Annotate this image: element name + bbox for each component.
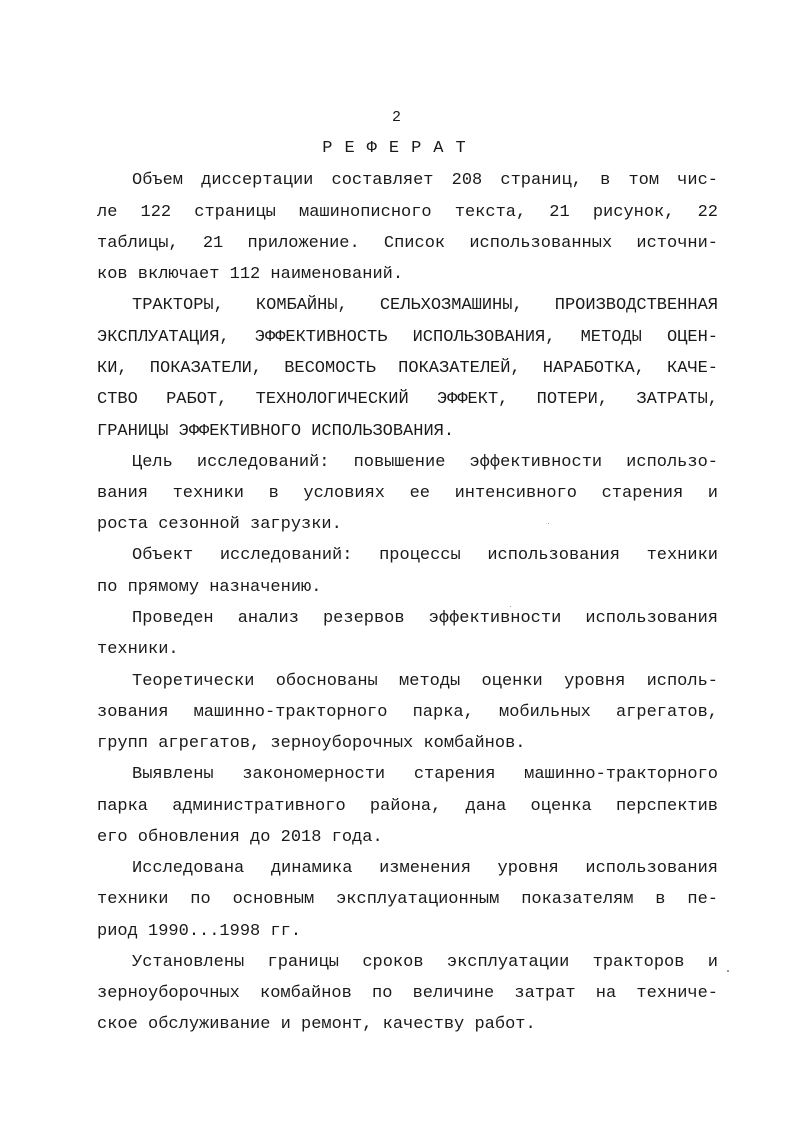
paragraph-line: ле 122 страницы машинописного текста, 21 рисунок, 22 bbox=[97, 203, 718, 222]
paragraph-line: ЭКСПЛУАТАЦИЯ, ЭФФЕКТИВНОСТЬ ИСПОЛЬЗОВАНИЯ, МЕТОДЫ ОЦЕН- bbox=[97, 328, 718, 347]
paragraph-line: роста сезонной загрузки. bbox=[97, 515, 342, 534]
paragraph-line: Исследована динамика изменения уровня использования bbox=[132, 859, 718, 878]
paragraph-line: риод 1990...1998 гг. bbox=[97, 922, 302, 941]
page-number: 2 bbox=[391, 109, 401, 126]
paragraph-line: Выявлены закономерности старения машинно-тракторного bbox=[132, 765, 718, 784]
paragraph-line: Объект исследований: процессы использования техники bbox=[132, 546, 718, 565]
paragraph-line: Установлены границы сроков эксплуатации тракторов и bbox=[132, 953, 718, 972]
paragraph-line: групп агрегатов, зерноуборочных комбайнов. bbox=[97, 734, 526, 753]
paragraph-line: техники по основным эксплуатационным показателям в пе- bbox=[97, 890, 718, 909]
paragraph-line: ГРАНИЦЫ ЭФФЕКТИВНОГО ИСПОЛЬЗОВАНИЯ. bbox=[97, 422, 455, 441]
paragraph-line: по прямому назначению. bbox=[97, 578, 322, 597]
page-title: РЕФЕРАТ bbox=[322, 139, 478, 158]
paragraph-line: зерноуборочных комбайнов по величине затрат на техниче- bbox=[97, 984, 718, 1003]
paragraph-line: Цель исследований: повышение эффективности использо- bbox=[132, 453, 718, 472]
scan-speck bbox=[727, 970, 729, 972]
paragraph-line: техники. bbox=[97, 640, 179, 659]
paragraph-line: КИ, ПОКАЗАТЕЛИ, ВЕСОМОСТЬ ПОКАЗАТЕЛЕЙ, НАРАБОТКА, КАЧЕ- bbox=[97, 359, 718, 378]
paragraph-line: парка административного района, дана оценка перспектив bbox=[97, 797, 718, 816]
paragraph-line: ТРАКТОРЫ, КОМБАЙНЫ, СЕЛЬХОЗМАШИНЫ, ПРОИЗВОДСТВЕННАЯ bbox=[132, 296, 718, 315]
paragraph-line: ское обслуживание и ремонт, качеству работ. bbox=[97, 1015, 536, 1034]
paragraph-line: ков включает 112 наименований. bbox=[97, 265, 404, 284]
paragraph-line: СТВО РАБОТ, ТЕХНОЛОГИЧЕСКИЙ ЭФФЕКТ, ПОТЕРИ, ЗАТРАТЫ, bbox=[97, 390, 718, 409]
paragraph-line: зования машинно-тракторного парка, мобильных агрегатов, bbox=[97, 703, 718, 722]
paragraph-line: его обновления до 2018 года. bbox=[97, 828, 383, 847]
paragraph-line: Проведен анализ резервов эффективности использования bbox=[132, 609, 718, 628]
paragraph-line: вания техники в условиях ее интенсивного старения и bbox=[97, 484, 718, 503]
scan-speck bbox=[510, 606, 511, 607]
scan-speck bbox=[548, 523, 549, 524]
paragraph-line: Объем диссертации составляет 208 страниц, в том чис- bbox=[132, 171, 718, 190]
paragraph-line: Теоретически обоснованы методы оценки уровня исполь- bbox=[132, 672, 718, 691]
paragraph-line: таблицы, 21 приложение. Список использованных источни- bbox=[97, 234, 718, 253]
